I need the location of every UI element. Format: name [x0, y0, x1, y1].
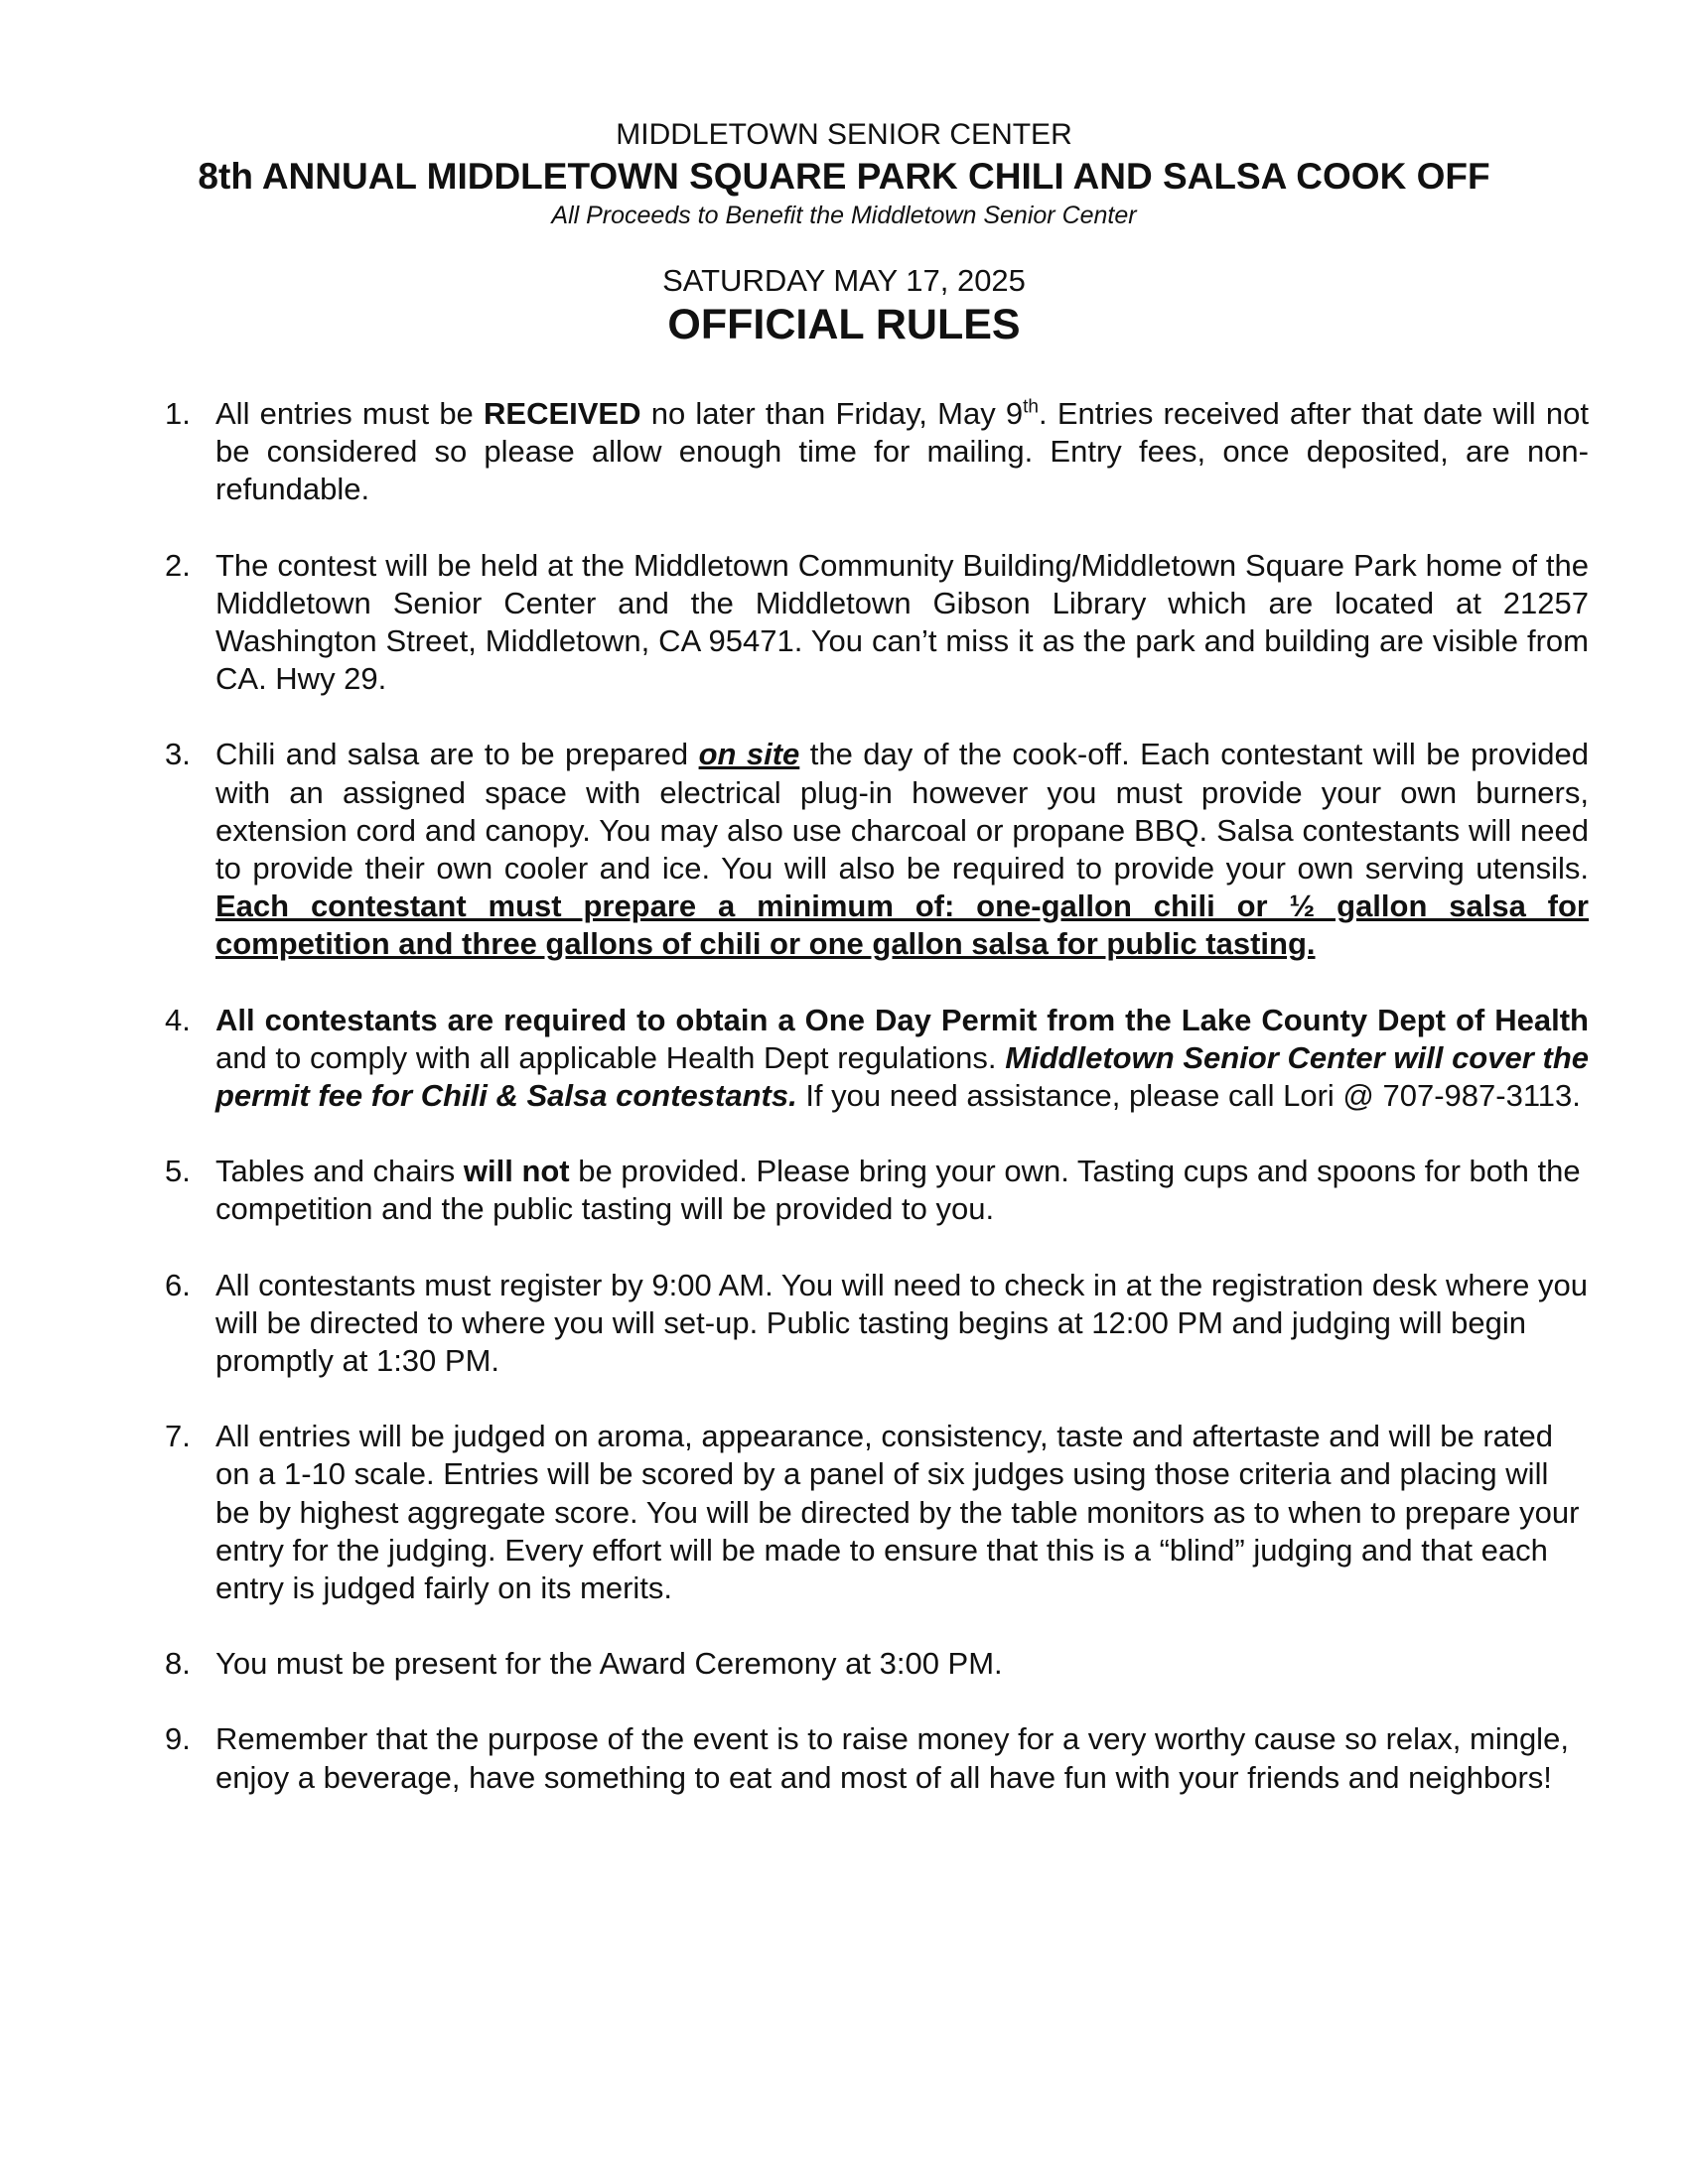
rule-number: 3. [165, 737, 191, 772]
rule-item [159, 1720, 1589, 1796]
rule-text: Chili and salsa are to be prepared [215, 737, 699, 772]
rule-number: 5. [165, 1154, 191, 1189]
rule-item [159, 1645, 1589, 1683]
rule-number: 8. [165, 1646, 191, 1682]
event-date: SATURDAY MAY 17, 2025 [662, 263, 1026, 298]
rules-heading: OFFICIAL RULES [667, 301, 1021, 348]
rule-text: be provided. Please bring your own. Tasting cups and spoons for both the competition and the public tasting will be provided to you. [215, 1154, 1581, 1227]
rule-emphasis: will not [463, 1154, 570, 1189]
rule-number: 4. [165, 1002, 191, 1037]
rule-number: 6. [165, 1267, 191, 1302]
rule-emphasis: on site [698, 737, 800, 772]
rules-list [159, 395, 1589, 1797]
rule-text: All entries will be judged on aroma, appearance, consistency, taste and aftertaste and will be rated on a 1-10 scale. Entries will be scored by a panel of six judges using those criteria and placing will be by highest aggregate score. You will be directed by the table monitors as to when to prepare your entry for the judging. Every effort will be made to ensure that this is a “blind” judging and that each entry is judged fairly on its merits. [215, 1419, 1580, 1606]
rule-emphasis: All contestants are required to obtain a One Day Permit from the Lake County Dept of Health [215, 1002, 1589, 1037]
rule-text: . Entries received after that date will not be considered so please allow enough time for mailing. Entry fees, once deposited, are non-refundable. [215, 396, 1589, 507]
ordinal-suffix: th [1023, 396, 1040, 418]
rule-text: All contestants must register by 9:00 AM. You will need to check in at the registration desk where you will be directed to where you will set-up. Public tasting begins at 12:00 PM and judging will begin promptly at 1:30 PM. [215, 1267, 1588, 1379]
rule-item [159, 736, 1589, 963]
rule-emphasis: RECEIVED [484, 396, 641, 431]
rule-emphasis: Each contestant must prepare a minimum of: one-gallon chili or ½ gallon salsa for competition and three gallons of chili or one gallon salsa for public tasting. [215, 888, 1589, 962]
rule-number: 2. [165, 547, 191, 583]
rule-text: The contest will be held at the Middletown Community Building/Middletown Square Park home of the Middletown Senior Center and the Middletown Gibson Library which are located at 21257 Washington Street, Middletown, CA 95471. You can’t miss it as the park and building are visible from CA. Hwy 29. [215, 547, 1589, 697]
rule-number: 7. [165, 1419, 191, 1454]
rule-text: Remember that the purpose of the event is to raise money for a very worthy cause so relax, mingle, enjoy a beverage, have something to eat and most of all have fun with your friends and neighbors! [215, 1721, 1569, 1795]
rule-item [159, 395, 1589, 509]
rule-item [159, 1002, 1589, 1116]
rule-text: the day of the cook-off. Each contestant will be provided with an assigned space with electrical plug-in however you must provide your own burners, extension cord and canopy. You may also use charcoal or propane BBQ. Salsa contestants will need to provide their own cooler and ice. You will also be required to provide your own serving utensils. [215, 737, 1590, 887]
rule-item [159, 1418, 1589, 1607]
rule-item [159, 1267, 1589, 1381]
rule-text: You must be present for the Award Ceremony at 3:00 PM. [215, 1646, 1003, 1682]
rule-text: All entries must be [215, 396, 485, 431]
rule-text: If you need assistance, please call Lori @ 707-987-3113. [796, 1078, 1581, 1114]
rule-item [159, 1153, 1589, 1228]
rule-number: 9. [165, 1721, 191, 1757]
organization-name: MIDDLETOWN SENIOR CENTER [616, 118, 1072, 151]
rule-emphasis: Middletown Senior Center will cover the permit fee for Chili & Salsa contestants. [215, 1039, 1589, 1114]
rule-number: 1. [165, 396, 191, 431]
rule-text: no later than Friday, May 9 [640, 396, 1024, 431]
event-subtitle: All Proceeds to Benefit the Middletown Senior Center [551, 202, 1137, 229]
rule-item [159, 547, 1589, 699]
rule-text: and to comply with all applicable Health Dept regulations. [215, 1039, 1006, 1075]
event-title: 8th ANNUAL MIDDLETOWN SQUARE PARK CHILI AND SALSA COOK OFF [198, 156, 1490, 197]
rule-text: Tables and chairs [215, 1154, 464, 1189]
